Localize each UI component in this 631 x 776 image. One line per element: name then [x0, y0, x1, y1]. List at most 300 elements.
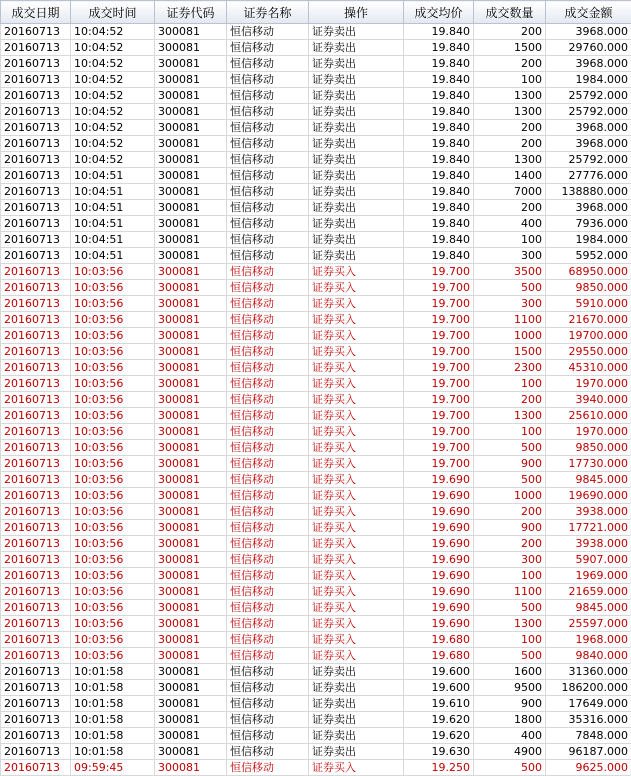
- security-code-cell: 300081: [155, 120, 227, 136]
- security-name-cell: 恒信移动: [227, 88, 309, 104]
- trade-date-cell: 20160713: [1, 184, 71, 200]
- avg-price-cell: 19.700: [404, 264, 474, 280]
- col-header-security-code[interactable]: 证券代码: [155, 1, 227, 24]
- quantity-cell: 1300: [474, 152, 546, 168]
- operation-cell: 证券卖出: [309, 72, 404, 88]
- security-name-cell: 恒信移动: [227, 184, 309, 200]
- security-name-cell: 恒信移动: [227, 344, 309, 360]
- amount-cell: 3940.000: [546, 392, 631, 408]
- quantity-cell: 100: [474, 568, 546, 584]
- avg-price-cell: 19.250: [404, 760, 474, 776]
- security-name-cell: 恒信移动: [227, 504, 309, 520]
- quantity-cell: 1300: [474, 408, 546, 424]
- trade-date-cell: 20160713: [1, 392, 71, 408]
- quantity-cell: 900: [474, 456, 546, 472]
- security-code-cell: 300081: [155, 232, 227, 248]
- avg-price-cell: 19.600: [404, 664, 474, 680]
- trade-time-cell: 10:04:52: [71, 136, 155, 152]
- security-name-cell: 恒信移动: [227, 712, 309, 728]
- operation-cell: 证券卖出: [309, 24, 404, 40]
- trade-time-cell: 10:01:58: [71, 696, 155, 712]
- table-row[interactable]: [1, 424, 631, 440]
- avg-price-cell: 19.700: [404, 280, 474, 296]
- quantity-cell: 7000: [474, 184, 546, 200]
- quantity-cell: 100: [474, 632, 546, 648]
- quantity-cell: 200: [474, 136, 546, 152]
- avg-price-cell: 19.690: [404, 488, 474, 504]
- avg-price-cell: 19.840: [404, 88, 474, 104]
- operation-cell: 证券买入: [309, 280, 404, 296]
- security-name-cell: 恒信移动: [227, 584, 309, 600]
- security-name-cell: 恒信移动: [227, 280, 309, 296]
- quantity-cell: 500: [474, 648, 546, 664]
- trade-date-cell: 20160713: [1, 744, 71, 760]
- amount-cell: 31360.000: [546, 664, 631, 680]
- table-row[interactable]: [1, 472, 631, 488]
- table-row[interactable]: [1, 168, 631, 184]
- amount-cell: 29760.000: [546, 40, 631, 56]
- col-header-avg-price[interactable]: 成交均价: [404, 1, 474, 24]
- trade-date-cell: 20160713: [1, 712, 71, 728]
- trade-date-cell: 20160713: [1, 232, 71, 248]
- trade-time-cell: 10:03:56: [71, 424, 155, 440]
- avg-price-cell: 19.700: [404, 344, 474, 360]
- security-code-cell: 300081: [155, 104, 227, 120]
- security-code-cell: 300081: [155, 712, 227, 728]
- trade-time-cell: 10:03:56: [71, 360, 155, 376]
- operation-cell: 证券卖出: [309, 120, 404, 136]
- table-row[interactable]: [1, 520, 631, 536]
- col-header-trade-time[interactable]: 成交时间: [71, 1, 155, 24]
- amount-cell: 27776.000: [546, 168, 631, 184]
- operation-cell: 证券买入: [309, 488, 404, 504]
- operation-cell: 证券买入: [309, 408, 404, 424]
- security-code-cell: 300081: [155, 728, 227, 744]
- amount-cell: 25792.000: [546, 104, 631, 120]
- trade-date-cell: 20160713: [1, 344, 71, 360]
- table-row[interactable]: [1, 712, 631, 728]
- quantity-cell: 200: [474, 24, 546, 40]
- operation-cell: 证券卖出: [309, 88, 404, 104]
- operation-cell: 证券卖出: [309, 104, 404, 120]
- table-row[interactable]: [1, 232, 631, 248]
- security-code-cell: 300081: [155, 504, 227, 520]
- quantity-cell: 4900: [474, 744, 546, 760]
- avg-price-cell: 19.690: [404, 552, 474, 568]
- avg-price-cell: 19.840: [404, 232, 474, 248]
- amount-cell: 17730.000: [546, 456, 631, 472]
- trade-time-cell: 10:03:56: [71, 552, 155, 568]
- amount-cell: 1968.000: [546, 632, 631, 648]
- table-row[interactable]: [1, 376, 631, 392]
- trade-date-cell: 20160713: [1, 376, 71, 392]
- trade-time-cell: 10:01:58: [71, 744, 155, 760]
- col-header-security-name[interactable]: 证券名称: [227, 1, 309, 24]
- avg-price-cell: 19.840: [404, 216, 474, 232]
- avg-price-cell: 19.840: [404, 72, 474, 88]
- trade-date-cell: 20160713: [1, 72, 71, 88]
- quantity-cell: 100: [474, 72, 546, 88]
- trade-date-cell: 20160713: [1, 648, 71, 664]
- operation-cell: 证券买入: [309, 440, 404, 456]
- table-row[interactable]: [1, 184, 631, 200]
- operation-cell: 证券卖出: [309, 664, 404, 680]
- trade-time-cell: 10:03:56: [71, 296, 155, 312]
- operation-cell: 证券卖出: [309, 744, 404, 760]
- trade-time-cell: 10:04:52: [71, 120, 155, 136]
- trade-time-cell: 10:03:56: [71, 344, 155, 360]
- quantity-cell: 1300: [474, 88, 546, 104]
- amount-cell: 68950.000: [546, 264, 631, 280]
- security-code-cell: 300081: [155, 184, 227, 200]
- operation-cell: 证券买入: [309, 360, 404, 376]
- trade-date-cell: 20160713: [1, 280, 71, 296]
- trade-date-cell: 20160713: [1, 520, 71, 536]
- table-row[interactable]: [1, 392, 631, 408]
- avg-price-cell: 19.610: [404, 696, 474, 712]
- operation-cell: 证券卖出: [309, 728, 404, 744]
- operation-cell: 证券买入: [309, 504, 404, 520]
- trade-time-cell: 10:03:56: [71, 520, 155, 536]
- avg-price-cell: 19.690: [404, 568, 474, 584]
- trade-time-cell: 10:04:51: [71, 216, 155, 232]
- avg-price-cell: 19.700: [404, 376, 474, 392]
- operation-cell: 证券买入: [309, 344, 404, 360]
- operation-cell: 证券买入: [309, 520, 404, 536]
- security-name-cell: 恒信移动: [227, 744, 309, 760]
- operation-cell: 证券买入: [309, 424, 404, 440]
- col-header-amount[interactable]: 成交金额: [546, 1, 631, 24]
- trade-date-cell: 20160713: [1, 264, 71, 280]
- avg-price-cell: 19.690: [404, 584, 474, 600]
- security-name-cell: 恒信移动: [227, 296, 309, 312]
- operation-cell: 证券卖出: [309, 168, 404, 184]
- table-row[interactable]: [1, 280, 631, 296]
- security-name-cell: 恒信移动: [227, 472, 309, 488]
- trade-date-cell: 20160713: [1, 312, 71, 328]
- amount-cell: 17721.000: [546, 520, 631, 536]
- col-header-operation[interactable]: 操作: [309, 1, 404, 24]
- security-code-cell: 300081: [155, 520, 227, 536]
- table-row[interactable]: [1, 488, 631, 504]
- avg-price-cell: 19.700: [404, 296, 474, 312]
- quantity-cell: 100: [474, 232, 546, 248]
- trade-date-cell: 20160713: [1, 664, 71, 680]
- table-row[interactable]: [1, 152, 631, 168]
- trade-time-cell: 10:04:51: [71, 168, 155, 184]
- table-row[interactable]: [1, 568, 631, 584]
- table-row[interactable]: [1, 24, 631, 40]
- avg-price-cell: 19.840: [404, 152, 474, 168]
- table-row[interactable]: [1, 56, 631, 72]
- quantity-cell: 1600: [474, 664, 546, 680]
- trade-date-cell: 20160713: [1, 536, 71, 552]
- table-row[interactable]: [1, 504, 631, 520]
- trade-date-cell: 20160713: [1, 120, 71, 136]
- amount-cell: 9850.000: [546, 280, 631, 296]
- operation-cell: 证券买入: [309, 632, 404, 648]
- security-code-cell: 300081: [155, 616, 227, 632]
- security-name-cell: 恒信移动: [227, 152, 309, 168]
- avg-price-cell: 19.840: [404, 136, 474, 152]
- table-row[interactable]: [1, 632, 631, 648]
- security-name-cell: 恒信移动: [227, 648, 309, 664]
- operation-cell: 证券买入: [309, 328, 404, 344]
- security-name-cell: 恒信移动: [227, 568, 309, 584]
- operation-cell: 证券买入: [309, 376, 404, 392]
- table-row[interactable]: [1, 536, 631, 552]
- trade-time-cell: 10:03:56: [71, 536, 155, 552]
- table-row[interactable]: [1, 344, 631, 360]
- table-row[interactable]: [1, 616, 631, 632]
- amount-cell: 5907.000: [546, 552, 631, 568]
- trade-date-cell: 20160713: [1, 456, 71, 472]
- trade-date-cell: 20160713: [1, 600, 71, 616]
- amount-cell: 9625.000: [546, 760, 631, 776]
- amount-cell: 9845.000: [546, 600, 631, 616]
- quantity-cell: 500: [474, 440, 546, 456]
- amount-cell: 138880.000: [546, 184, 631, 200]
- quantity-cell: 300: [474, 296, 546, 312]
- security-name-cell: 恒信移动: [227, 552, 309, 568]
- security-code-cell: 300081: [155, 568, 227, 584]
- amount-cell: 5952.000: [546, 248, 631, 264]
- table-row[interactable]: [1, 360, 631, 376]
- security-code-cell: 300081: [155, 408, 227, 424]
- table-row[interactable]: [1, 456, 631, 472]
- avg-price-cell: 19.630: [404, 744, 474, 760]
- table-row[interactable]: [1, 136, 631, 152]
- quantity-cell: 500: [474, 472, 546, 488]
- trade-date-cell: 20160713: [1, 760, 71, 776]
- table-row[interactable]: [1, 312, 631, 328]
- table-row[interactable]: [1, 664, 631, 680]
- trade-time-cell: 10:04:52: [71, 40, 155, 56]
- operation-cell: 证券买入: [309, 584, 404, 600]
- security-code-cell: 300081: [155, 312, 227, 328]
- avg-price-cell: 19.840: [404, 104, 474, 120]
- security-code-cell: 300081: [155, 168, 227, 184]
- table-row[interactable]: [1, 728, 631, 744]
- security-code-cell: 300081: [155, 216, 227, 232]
- trade-date-cell: 20160713: [1, 200, 71, 216]
- security-code-cell: 300081: [155, 56, 227, 72]
- quantity-cell: 900: [474, 520, 546, 536]
- table-row[interactable]: [1, 296, 631, 312]
- trade-time-cell: 09:59:45: [71, 760, 155, 776]
- security-code-cell: 300081: [155, 472, 227, 488]
- col-header-trade-date[interactable]: 成交日期: [1, 1, 71, 24]
- trade-date-cell: 20160713: [1, 472, 71, 488]
- amount-cell: 7936.000: [546, 216, 631, 232]
- security-code-cell: 300081: [155, 152, 227, 168]
- table-row[interactable]: [1, 88, 631, 104]
- security-name-cell: 恒信移动: [227, 520, 309, 536]
- avg-price-cell: 19.840: [404, 40, 474, 56]
- avg-price-cell: 19.700: [404, 360, 474, 376]
- amount-cell: 9850.000: [546, 440, 631, 456]
- security-code-cell: 300081: [155, 328, 227, 344]
- security-name-cell: 恒信移动: [227, 488, 309, 504]
- table-row[interactable]: [1, 200, 631, 216]
- amount-cell: 19700.000: [546, 328, 631, 344]
- trade-time-cell: 10:01:58: [71, 664, 155, 680]
- table-row[interactable]: [1, 408, 631, 424]
- table-row[interactable]: [1, 216, 631, 232]
- operation-cell: 证券卖出: [309, 248, 404, 264]
- operation-cell: 证券卖出: [309, 152, 404, 168]
- table-row[interactable]: [1, 696, 631, 712]
- trade-time-cell: 10:03:56: [71, 392, 155, 408]
- security-name-cell: 恒信移动: [227, 56, 309, 72]
- operation-cell: 证券买入: [309, 552, 404, 568]
- operation-cell: 证券买入: [309, 616, 404, 632]
- quantity-cell: 9500: [474, 680, 546, 696]
- trade-time-cell: 10:03:56: [71, 632, 155, 648]
- security-code-cell: 300081: [155, 680, 227, 696]
- security-name-cell: 恒信移动: [227, 600, 309, 616]
- trade-date-cell: 20160713: [1, 248, 71, 264]
- table-row[interactable]: [1, 760, 631, 776]
- security-code-cell: 300081: [155, 664, 227, 680]
- quantity-cell: 300: [474, 248, 546, 264]
- table-row[interactable]: [1, 72, 631, 88]
- trade-time-cell: 10:04:51: [71, 248, 155, 264]
- security-name-cell: 恒信移动: [227, 424, 309, 440]
- amount-cell: 25792.000: [546, 152, 631, 168]
- security-name-cell: 恒信移动: [227, 216, 309, 232]
- amount-cell: 3938.000: [546, 536, 631, 552]
- trade-date-cell: 20160713: [1, 328, 71, 344]
- trade-date-cell: 20160713: [1, 408, 71, 424]
- quantity-cell: 200: [474, 504, 546, 520]
- trade-date-cell: 20160713: [1, 40, 71, 56]
- table-row[interactable]: [1, 440, 631, 456]
- operation-cell: 证券卖出: [309, 712, 404, 728]
- trade-date-cell: 20160713: [1, 424, 71, 440]
- quantity-cell: 100: [474, 376, 546, 392]
- table-row[interactable]: [1, 600, 631, 616]
- avg-price-cell: 19.700: [404, 456, 474, 472]
- security-name-cell: 恒信移动: [227, 664, 309, 680]
- operation-cell: 证券卖出: [309, 696, 404, 712]
- trade-time-cell: 10:03:56: [71, 280, 155, 296]
- table-header-row: [1, 1, 631, 24]
- col-header-quantity[interactable]: 成交数量: [474, 1, 546, 24]
- security-name-cell: 恒信移动: [227, 456, 309, 472]
- table-row[interactable]: [1, 648, 631, 664]
- avg-price-cell: 19.840: [404, 56, 474, 72]
- amount-cell: 29550.000: [546, 344, 631, 360]
- trade-time-cell: 10:03:56: [71, 440, 155, 456]
- amount-cell: 1969.000: [546, 568, 631, 584]
- table-row[interactable]: [1, 744, 631, 760]
- avg-price-cell: 19.680: [404, 648, 474, 664]
- table-row[interactable]: [1, 552, 631, 568]
- table-row[interactable]: [1, 120, 631, 136]
- operation-cell: 证券买入: [309, 472, 404, 488]
- security-name-cell: 恒信移动: [227, 232, 309, 248]
- avg-price-cell: 19.690: [404, 600, 474, 616]
- quantity-cell: 1300: [474, 616, 546, 632]
- operation-cell: 证券卖出: [309, 680, 404, 696]
- security-code-cell: 300081: [155, 440, 227, 456]
- quantity-cell: 400: [474, 728, 546, 744]
- trade-time-cell: 10:03:56: [71, 648, 155, 664]
- quantity-cell: 500: [474, 280, 546, 296]
- trade-time-cell: 10:03:56: [71, 584, 155, 600]
- amount-cell: 3968.000: [546, 136, 631, 152]
- avg-price-cell: 19.700: [404, 392, 474, 408]
- operation-cell: 证券卖出: [309, 216, 404, 232]
- amount-cell: 3968.000: [546, 200, 631, 216]
- security-name-cell: 恒信移动: [227, 120, 309, 136]
- avg-price-cell: 19.690: [404, 536, 474, 552]
- avg-price-cell: 19.690: [404, 520, 474, 536]
- table-row[interactable]: [1, 104, 631, 120]
- table-row[interactable]: [1, 40, 631, 56]
- trade-time-cell: 10:04:51: [71, 200, 155, 216]
- security-code-cell: 300081: [155, 296, 227, 312]
- security-name-cell: 恒信移动: [227, 616, 309, 632]
- trade-time-cell: 10:03:56: [71, 504, 155, 520]
- amount-cell: 25610.000: [546, 408, 631, 424]
- table-row[interactable]: [1, 680, 631, 696]
- amount-cell: 35316.000: [546, 712, 631, 728]
- operation-cell: 证券卖出: [309, 232, 404, 248]
- amount-cell: 3968.000: [546, 56, 631, 72]
- trade-date-cell: 20160713: [1, 584, 71, 600]
- table-row[interactable]: [1, 248, 631, 264]
- operation-cell: 证券买入: [309, 600, 404, 616]
- security-name-cell: 恒信移动: [227, 104, 309, 120]
- operation-cell: 证券买入: [309, 760, 404, 776]
- security-code-cell: 300081: [155, 344, 227, 360]
- amount-cell: 45310.000: [546, 360, 631, 376]
- trade-time-cell: 10:03:56: [71, 328, 155, 344]
- avg-price-cell: 19.690: [404, 472, 474, 488]
- trade-time-cell: 10:04:51: [71, 184, 155, 200]
- amount-cell: 9845.000: [546, 472, 631, 488]
- avg-price-cell: 19.620: [404, 728, 474, 744]
- table-row[interactable]: [1, 264, 631, 280]
- table-row[interactable]: [1, 584, 631, 600]
- security-code-cell: 300081: [155, 136, 227, 152]
- amount-cell: 186200.000: [546, 680, 631, 696]
- security-code-cell: 300081: [155, 40, 227, 56]
- trade-time-cell: 10:03:56: [71, 376, 155, 392]
- avg-price-cell: 19.840: [404, 24, 474, 40]
- avg-price-cell: 19.840: [404, 120, 474, 136]
- trade-date-cell: 20160713: [1, 136, 71, 152]
- quantity-cell: 1100: [474, 312, 546, 328]
- security-code-cell: 300081: [155, 696, 227, 712]
- security-name-cell: 恒信移动: [227, 264, 309, 280]
- avg-price-cell: 19.700: [404, 440, 474, 456]
- operation-cell: 证券买入: [309, 536, 404, 552]
- table-row[interactable]: [1, 328, 631, 344]
- security-name-cell: 恒信移动: [227, 760, 309, 776]
- quantity-cell: 200: [474, 392, 546, 408]
- operation-cell: 证券买入: [309, 648, 404, 664]
- security-code-cell: 300081: [155, 456, 227, 472]
- quantity-cell: 400: [474, 216, 546, 232]
- avg-price-cell: 19.690: [404, 504, 474, 520]
- trade-time-cell: 10:01:58: [71, 680, 155, 696]
- trade-date-cell: 20160713: [1, 104, 71, 120]
- operation-cell: 证券卖出: [309, 184, 404, 200]
- security-code-cell: 300081: [155, 488, 227, 504]
